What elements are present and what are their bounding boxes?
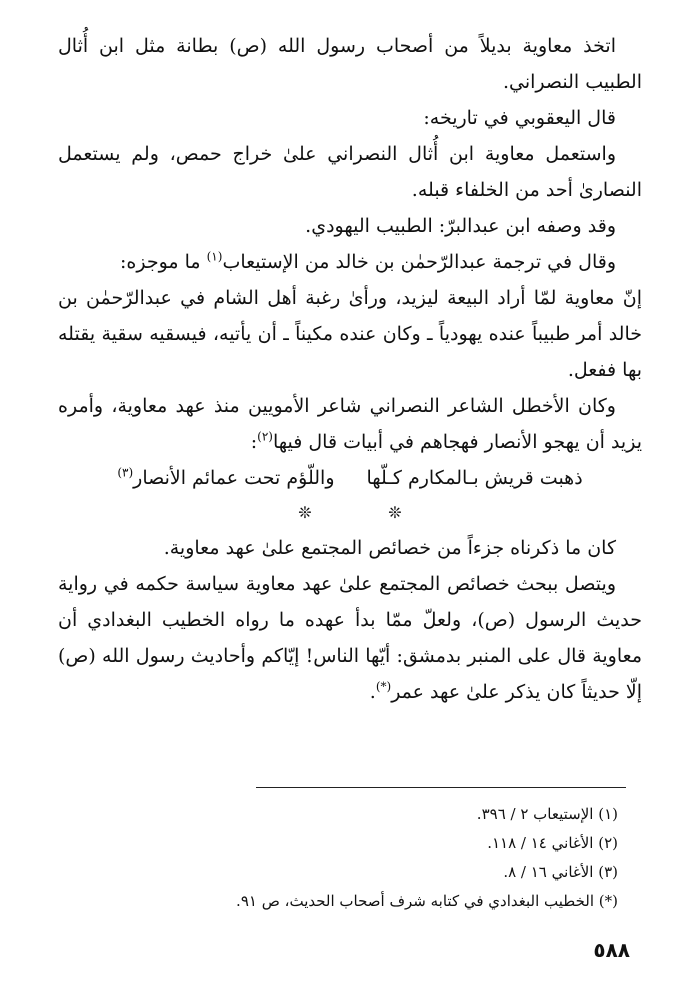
separator-star-icon: ❊ [298, 503, 312, 522]
paragraph-7-text: وكان الأخطل الشاعر النصراني شاعر الأمويين منذ عهد معاوية، وأمره يزيد أن يهجو الأنصار فهجاهم في أبيات قال فيها [58, 395, 642, 453]
footnote-3: (٣) الأغاني ١٦ / ٨. [503, 863, 618, 881]
paragraph-9 [58, 566, 642, 710]
footnote-2: (٢) الأغاني ١٤ / ١١٨. [487, 834, 618, 852]
paragraph-5-tail: ما موجزه: [119, 251, 207, 273]
paragraph-6: إنّ معاوية لمّا أراد البيعة ليزيد، ورأىٰ رغبة أهل الشام في عبدالرّحمٰن بن خالد أمر طبيباً عنده يهودياً ـ وكان عنده مكيناً ـ أن يأتيه، فيسقيه سقية يقتله بها ففعل. [58, 287, 642, 381]
poem-hemistich-2-text: واللّؤم تحت عمائم الأنصار [133, 467, 335, 489]
poem-hemistich-2 [117, 460, 334, 496]
paragraph-9-tail: . [369, 681, 376, 703]
paragraph-7-tail: : [250, 431, 258, 453]
footnote-star: (*) الخطيب البغدادي في كتابه شرف أصحاب الحديث، ص ٩١. [236, 892, 618, 910]
footnote-ref-2: (٢) [257, 429, 273, 444]
main-text [58, 28, 642, 710]
paragraph-1: اتخذ معاوية بديلاً من أصحاب رسول الله (ص) بطانة مثل ابن أُثال الطبيب النصراني. [58, 35, 642, 93]
poem-hemistich-1: ذهبت قريش بـالمكارم كـلّها [366, 467, 583, 489]
page-number: ٥٨٨ [593, 938, 630, 962]
paragraph-8: كان ما ذكرناه جزءاً من خصائص المجتمع علىٰ عهد معاوية. [163, 537, 616, 559]
paragraph-5 [58, 244, 642, 280]
poem-verse [58, 460, 642, 496]
section-separator [58, 496, 642, 530]
paragraph-4: وقد وصفه ابن عبدالبرّ: الطبيب اليهودي. [305, 215, 616, 237]
paragraph-7 [58, 388, 642, 460]
footnote-ref-star: (*) [375, 679, 392, 694]
footnote-ref-1: (١) [206, 249, 223, 264]
paragraph-5-text: وقال في ترجمة عبدالرّحمٰن بن خالد من الإستيعاب [222, 251, 616, 273]
paragraph-2: قال اليعقوبي في تاريخه: [423, 107, 616, 129]
footnote-divider [256, 787, 626, 788]
separator-star-icon: ❊ [388, 503, 402, 522]
footnote-ref-3: (٣) [117, 465, 134, 480]
paragraph-3: واستعمل معاوية ابن أُثال النصراني علىٰ خراج حمص، ولم يستعمل النصارىٰ أحد من الخلفاء قبله. [58, 143, 642, 201]
paragraph-9-text: ويتصل ببحث خصائص المجتمع علىٰ عهد معاوية سياسة حكمه في رواية حديث الرسول (ص)، ولعلّ ممّا بدأ عهده ما رواه الخطيب البغدادي أن معاوية قال على المنبر بدمشق: أيّها الناس! إيّاكم وأحاديث رسول الله (ص) إلّا حديثاً كان يذكر علىٰ عهد عمر [58, 573, 642, 703]
footnote-1: (١) الإستيعاب ٢ / ٣٩٦. [476, 805, 618, 823]
footnotes [58, 800, 618, 916]
